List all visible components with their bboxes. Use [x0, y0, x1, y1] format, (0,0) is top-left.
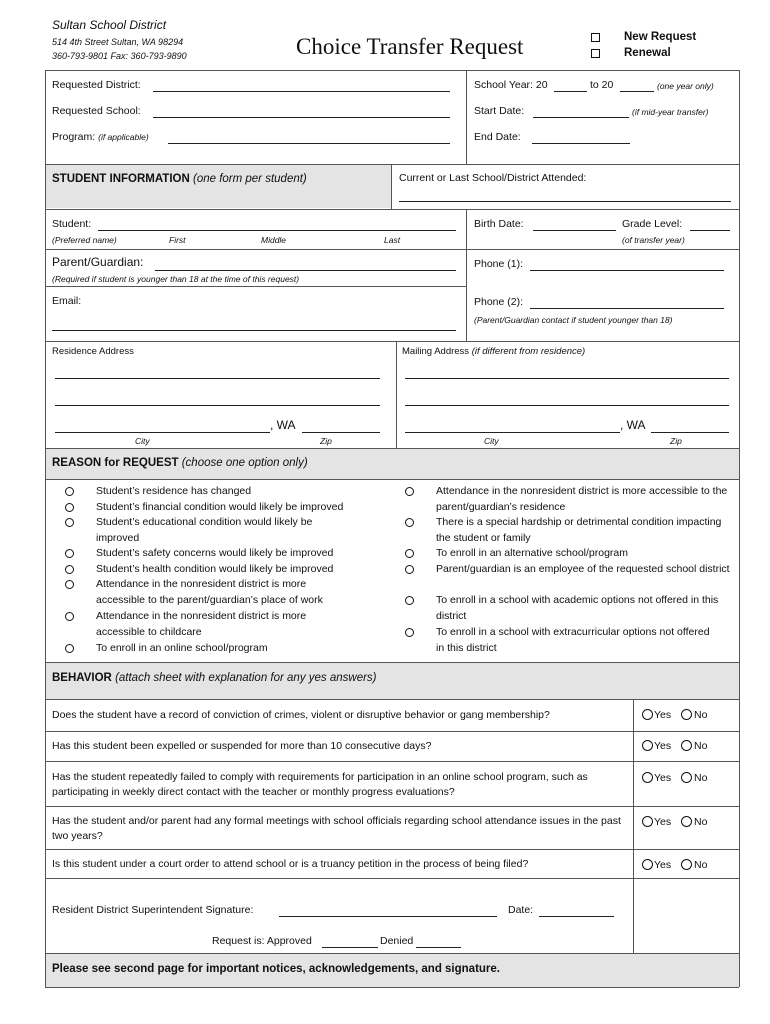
- reason-option: Parent/guardian is an employee of the requested school district: [436, 563, 730, 575]
- first-name-caption: First: [169, 235, 186, 245]
- grid-line: [45, 70, 739, 71]
- grid-line: [391, 164, 392, 209]
- grid-line: [45, 731, 739, 732]
- reason-option: There is a special hardship or detrimental condition impacting the student or family: [436, 516, 722, 544]
- yes-radio[interactable]: [642, 859, 653, 870]
- no-radio[interactable]: [681, 772, 692, 783]
- reason-radio[interactable]: [405, 549, 414, 558]
- reason-option: Attendance in the nonresident district is more accessible to childcare: [96, 610, 307, 638]
- behavior-heading-note: (attach sheet with explanation for any yes answers): [115, 672, 377, 684]
- grid-line: [45, 209, 739, 210]
- reason-option: To enroll in a school with extracurricular options not offered in this district: [436, 626, 710, 654]
- mailing-state: , WA: [620, 418, 646, 432]
- parent-guardian-label: Parent/Guardian:: [52, 255, 144, 269]
- residence-line-2[interactable]: [55, 405, 380, 406]
- middle-name-caption: Middle: [261, 235, 287, 245]
- behavior-heading: BEHAVIOR: [52, 672, 112, 684]
- new-request-checkbox[interactable]: [591, 33, 600, 42]
- behavior-question: Does the student have a record of conviction of crimes, violent or disruptive behavior or gang membership?: [52, 709, 550, 721]
- grid-line: [633, 699, 634, 953]
- mailing-line-2[interactable]: [405, 405, 729, 406]
- signature-date-label: Date:: [508, 904, 534, 916]
- reason-heading-note: (choose one option only): [181, 457, 308, 469]
- grade-level-note: (of transfer year): [622, 235, 685, 245]
- phone1-field[interactable]: [530, 270, 724, 271]
- parent-guardian-note: (Required if student is younger than 18 at the time of this request): [52, 274, 300, 284]
- new-request-label: New Request: [624, 31, 697, 43]
- student-info-heading-note: (one form per student): [192, 173, 307, 185]
- school-year-start-field[interactable]: [554, 91, 587, 92]
- school-year-to: to 20: [590, 79, 614, 91]
- no-label: No: [694, 709, 708, 721]
- district-phone-fax: 360-793-9801 Fax: 360-793-9890: [52, 51, 187, 61]
- no-radio[interactable]: [681, 709, 692, 720]
- approved-field[interactable]: [322, 947, 378, 948]
- behavior-question: Has this student been expelled or suspended for more than 10 consecutive days?: [52, 740, 432, 752]
- grid-line: [45, 878, 739, 879]
- reason-option: Attendance in the nonresident district is more accessible to the parent/guardian’s place of work: [96, 578, 323, 606]
- grid-line: [45, 987, 739, 988]
- residence-zip-caption: Zip: [320, 436, 332, 446]
- residence-city-field[interactable]: [55, 432, 270, 433]
- no-radio[interactable]: [681, 859, 692, 870]
- reason-heading: REASON for REQUEST: [52, 457, 179, 469]
- grid-line: [396, 341, 397, 448]
- reason-radio[interactable]: [65, 644, 74, 653]
- start-date-note: (if mid-year transfer): [632, 107, 709, 117]
- denied-field[interactable]: [416, 947, 461, 948]
- reason-option: Student’s safety concerns would likely be improved: [96, 547, 334, 559]
- yes-label: Yes: [654, 816, 672, 828]
- yes-label: Yes: [654, 740, 672, 752]
- end-date-label: End Date:: [474, 131, 521, 143]
- behavior-question: Has the student and/or parent had any formal meetings with school officials regarding school attendance issues in the past two years?: [52, 815, 621, 842]
- footer-note: Please see second page for important notices, acknowledgements, and signature.: [52, 963, 500, 975]
- reason-radio[interactable]: [65, 580, 74, 589]
- no-label: No: [694, 816, 708, 828]
- yes-radio[interactable]: [642, 772, 653, 783]
- end-date-field[interactable]: [532, 143, 630, 144]
- phone1-label: Phone (1):: [474, 258, 524, 270]
- program-label: Program:: [52, 131, 96, 143]
- birth-date-field[interactable]: [533, 230, 616, 231]
- superintendent-signature-label: Resident District Superintendent Signature:: [52, 904, 254, 916]
- school-year-note: (one year only): [657, 81, 714, 91]
- grid-line: [45, 249, 739, 250]
- behavior-question: Is this student under a court order to attend school or is a truancy petition in the process of being filed?: [52, 858, 529, 870]
- current-school-field[interactable]: [399, 201, 731, 202]
- school-year-label: School Year: 20: [474, 79, 548, 91]
- reason-radio[interactable]: [405, 565, 414, 574]
- grid-line: [45, 286, 466, 287]
- yes-label: Yes: [654, 709, 672, 721]
- grid-line: [45, 806, 739, 807]
- grid-line: [45, 699, 739, 700]
- reason-radio[interactable]: [405, 518, 414, 527]
- grid-line: [45, 479, 739, 480]
- mailing-address-note: (if different from residence): [471, 346, 586, 357]
- mailing-address-label: Mailing Address: [402, 346, 470, 357]
- phone2-label: Phone (2):: [474, 296, 524, 308]
- no-radio[interactable]: [681, 816, 692, 827]
- reason-option: Student’s educational condition would likely be improved: [96, 516, 313, 544]
- reason-option: Attendance in the nonresident district is more accessible to the parent/guardian’s residence: [436, 485, 728, 513]
- grid-line: [739, 70, 740, 987]
- reason-radio[interactable]: [405, 487, 414, 496]
- request-denied-label: Denied: [380, 935, 414, 947]
- parent-guardian-field[interactable]: [155, 270, 456, 271]
- no-label: No: [694, 859, 708, 871]
- grade-level-label: Grade Level:: [622, 218, 683, 230]
- yes-radio[interactable]: [642, 816, 653, 827]
- current-school-label: Current or Last School/District Attended:: [399, 172, 587, 184]
- phone2-note: (Parent/Guardian contact if student younger than 18): [474, 315, 673, 325]
- reason-option: To enroll in an online school/program: [96, 642, 268, 654]
- grid-line: [45, 849, 739, 850]
- reason-option: Student’s health condition would likely be improved: [96, 563, 334, 575]
- mailing-zip-field[interactable]: [651, 432, 729, 433]
- requested-school-label: Requested School:: [52, 105, 141, 117]
- student-label: Student:: [52, 218, 92, 230]
- reason-option: To enroll in an alternative school/program: [436, 547, 629, 559]
- request-approved-label: Request is: Approved: [212, 935, 312, 947]
- requested-district-label: Requested District:: [52, 79, 141, 91]
- grade-level-field[interactable]: [690, 230, 730, 231]
- email-label: Email:: [52, 295, 82, 307]
- behavior-question: Has the student repeatedly failed to comply with requirements for participation in an online school program, such as participating in weekly direct contact with the teacher or monthly progress evaluations?: [52, 771, 588, 798]
- last-name-caption: Last: [384, 235, 401, 245]
- no-label: No: [694, 772, 708, 784]
- reason-radio[interactable]: [65, 565, 74, 574]
- mailing-line-1[interactable]: [405, 378, 729, 379]
- reason-radio[interactable]: [65, 503, 74, 512]
- birth-date-label: Birth Date:: [474, 218, 524, 230]
- program-field[interactable]: [168, 143, 450, 144]
- phone2-field[interactable]: [530, 308, 724, 309]
- residence-state: , WA: [270, 418, 296, 432]
- form-title: Choice Transfer Request: [296, 34, 524, 59]
- school-year-end-field[interactable]: [620, 91, 654, 92]
- reason-radio[interactable]: [65, 487, 74, 496]
- reason-radio[interactable]: [65, 549, 74, 558]
- no-radio[interactable]: [681, 740, 692, 751]
- district-address: 514 4th Street Sultan, WA 98294: [52, 37, 184, 47]
- reason-option: Student’s residence has changed: [96, 485, 252, 497]
- residence-city-caption: City: [135, 436, 150, 446]
- reason-radio[interactable]: [65, 612, 74, 621]
- program-note: (if applicable): [98, 132, 149, 142]
- grid-line: [45, 761, 739, 762]
- reason-radio[interactable]: [65, 518, 74, 527]
- renewal-checkbox[interactable]: [591, 49, 600, 58]
- grid-line: [45, 341, 739, 342]
- student-name-field[interactable]: [98, 230, 456, 231]
- residence-line-1[interactable]: [55, 378, 380, 379]
- mailing-city-field[interactable]: [405, 432, 620, 433]
- yes-radio[interactable]: [642, 740, 653, 751]
- residence-zip-field[interactable]: [302, 432, 380, 433]
- yes-label: Yes: [654, 859, 672, 871]
- reason-option: To enroll in a school with academic options not offered in this district: [436, 594, 719, 622]
- start-date-field[interactable]: [533, 117, 629, 118]
- reason-radio[interactable]: [405, 628, 414, 637]
- reason-radio[interactable]: [405, 596, 414, 605]
- residence-address-label: Residence Address: [52, 346, 134, 357]
- signature-date-field[interactable]: [539, 916, 614, 917]
- grid-line: [466, 70, 467, 164]
- district-name: Sultan School District: [52, 18, 167, 32]
- student-info-heading: STUDENT INFORMATION: [52, 173, 190, 185]
- no-label: No: [694, 740, 708, 752]
- yes-label: Yes: [654, 772, 672, 784]
- grid-line: [466, 209, 467, 341]
- email-field[interactable]: [52, 330, 456, 331]
- renewal-label: Renewal: [624, 47, 671, 59]
- requested-school-field[interactable]: [153, 117, 450, 118]
- reason-option: Student’s financial condition would likely be improved: [96, 501, 344, 513]
- preferred-name-caption: (Preferred name): [52, 235, 117, 245]
- yes-radio[interactable]: [642, 709, 653, 720]
- student-info-heading-bg: [46, 165, 391, 208]
- start-date-label: Start Date:: [474, 105, 525, 117]
- mailing-zip-caption: Zip: [670, 436, 682, 446]
- mailing-city-caption: City: [484, 436, 499, 446]
- superintendent-signature-field[interactable]: [279, 916, 497, 917]
- requested-district-field[interactable]: [153, 91, 450, 92]
